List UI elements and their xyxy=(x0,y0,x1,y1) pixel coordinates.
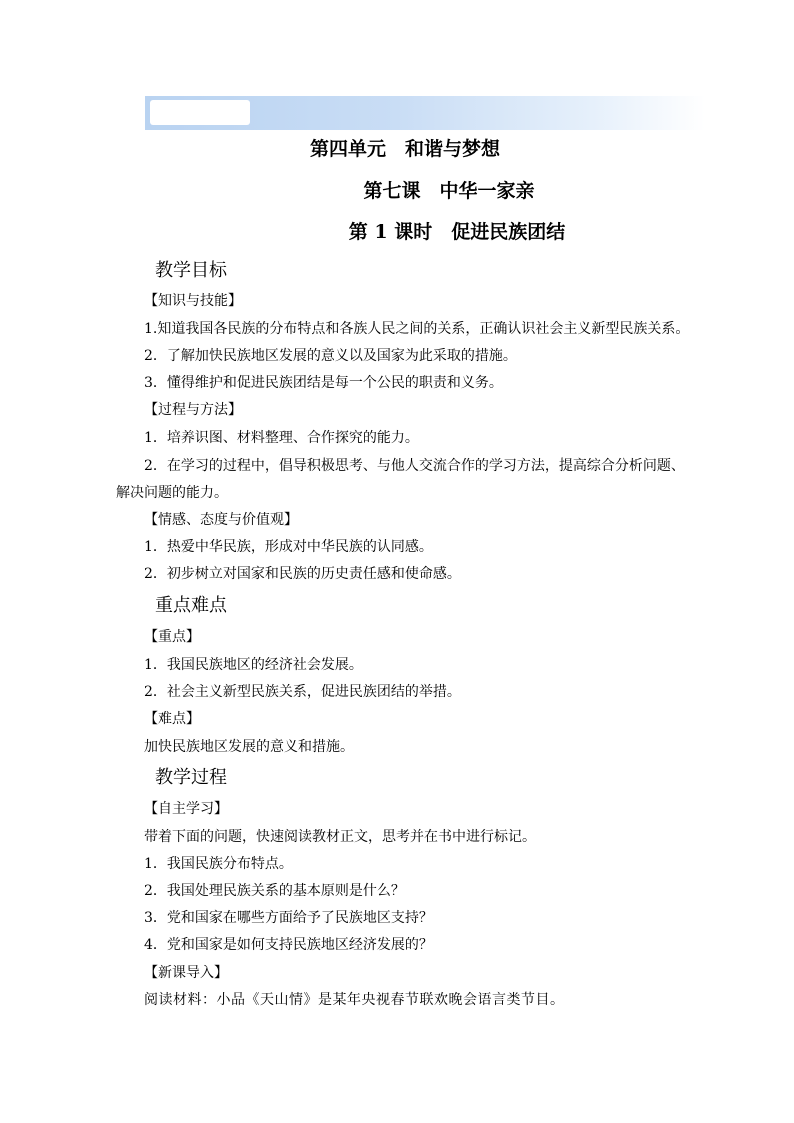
focus-label: 【重点】 xyxy=(144,629,200,645)
objectives-heading: 教学目标 xyxy=(155,260,227,281)
difficulty-label: 【难点】 xyxy=(144,711,200,727)
key-points-heading: 重点难点 xyxy=(155,595,227,616)
process-item-1: 1．培养识图、材料整理、合作探究的能力。 xyxy=(144,430,419,446)
knowledge-item-3: 3．懂得维护和促进民族团结是每一个公民的职责和义务。 xyxy=(144,375,503,391)
emotion-item-2: 2．初步树立对国家和民族的历史责任感和使命感。 xyxy=(144,566,461,582)
focus-item-1: 1．我国民族地区的经济社会发展。 xyxy=(144,657,363,673)
knowledge-item-1: 1.知道我国各民族的分布特点和各族人民之间的关系，正确认识社会主义新型民族关系。 xyxy=(144,321,690,337)
new-lesson-intro-label: 【新课导入】 xyxy=(144,965,228,981)
self-study-label: 【自主学习】 xyxy=(144,801,228,817)
question-3: 3．党和国家在哪些方面给予了民族地区支持？ xyxy=(144,910,433,926)
emotion-label: 【情感、态度与价值观】 xyxy=(144,512,298,528)
teaching-process-heading: 教学过程 xyxy=(155,767,227,788)
process-method-label: 【过程与方法】 xyxy=(144,402,242,418)
lesson-title: 第七课 中华一家亲 xyxy=(363,180,535,202)
period-title: 第 1 课时 促进民族团结 xyxy=(348,221,566,243)
reading-material: 阅读材料：小品《天山情》是某年央视春节联欢晚会语言类节目。 xyxy=(144,992,565,1008)
question-2: 2．我国处理民族关系的基本原则是什么？ xyxy=(144,883,405,899)
process-item-2-line-2: 解决问题的能力。 xyxy=(116,485,228,501)
question-1: 1．我国民族分布特点。 xyxy=(144,856,293,872)
question-4: 4．党和国家是如何支持民族地区经济发展的？ xyxy=(144,937,433,953)
knowledge-label: 【知识与技能】 xyxy=(144,293,242,309)
self-study-intro: 带着下面的问题，快速阅读教材正文，思考并在书中进行标记。 xyxy=(144,829,536,845)
header-label-box xyxy=(150,100,250,125)
emotion-item-1: 1．热爱中华民族，形成对中华民族的认同感。 xyxy=(144,539,433,555)
knowledge-item-2: 2．了解加快民族地区发展的意义以及国家为此采取的措施。 xyxy=(144,348,517,364)
focus-item-2: 2．社会主义新型民族关系，促进民族团结的举措。 xyxy=(144,684,461,700)
difficulty-text: 加快民族地区发展的意义和措施。 xyxy=(144,739,354,755)
process-item-2-line-1: 2．在学习的过程中，倡导积极思考、与他人交流合作的学习方法，提高综合分析问题、 xyxy=(144,458,685,474)
unit-title: 第四单元 和谐与梦想 xyxy=(309,138,500,160)
